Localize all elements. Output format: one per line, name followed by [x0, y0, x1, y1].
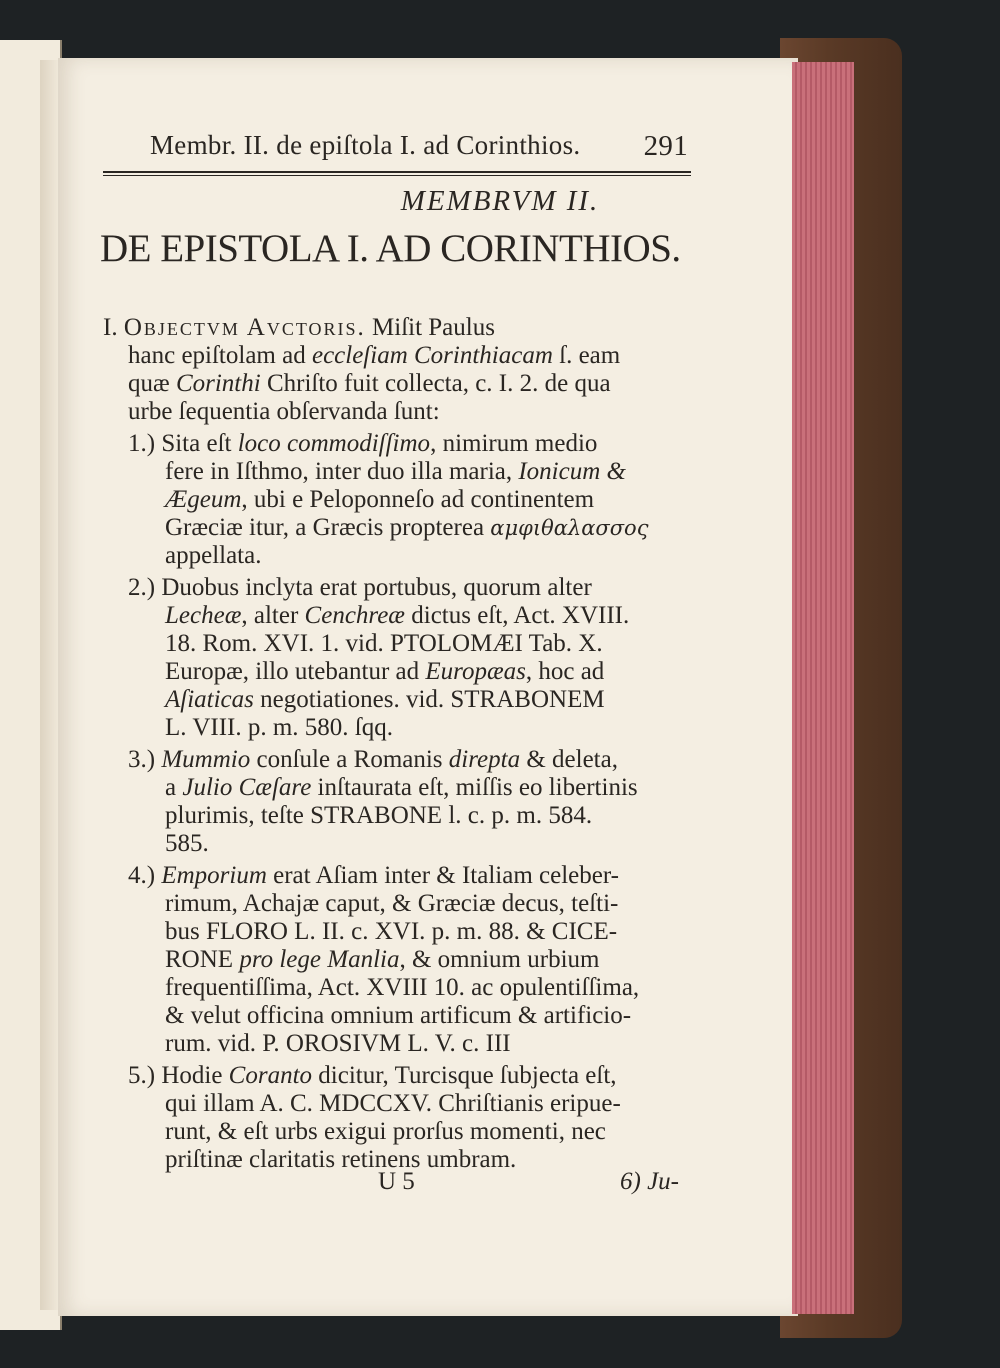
text-line: fere in Iſthmo, inter duo illa maria, Ionicum &	[165, 458, 626, 485]
running-head	[150, 130, 690, 170]
text-line: 4.) Emporium erat Aſiam inter & Italiam celeber-	[128, 862, 620, 889]
text-line: quæ Corinthi Chriſto fuit collecta, c. I. 2. de qua	[128, 370, 611, 397]
text-line: rimum, Achajæ caput, & Græciæ decus, teſti-	[165, 890, 619, 917]
text-line: 1.) Sita eſt loco commodiſſimo, nimirum medio	[128, 430, 598, 457]
text-line: 3.) Mummio conſule a Romanis direpta & deleta,	[128, 746, 618, 773]
page-edges-red	[792, 62, 854, 1314]
catchword: 6) Ju-	[620, 1168, 679, 1195]
text-line: 5.) Hodie Coranto dicitur, Turcisque ſubjecta eſt,	[128, 1062, 617, 1089]
text-line: priſtinæ claritatis retinens umbram.	[165, 1146, 517, 1173]
text-line: 18. Rom. XVI. 1. vid. PTOLOMÆI Tab. X.	[165, 630, 603, 657]
text-line: appellata.	[165, 542, 262, 569]
membrum-heading: MEMBRVM II.	[400, 185, 600, 217]
text-line: urbe ſequentia obſervanda ſunt:	[128, 398, 440, 425]
page-number: 291	[643, 130, 688, 162]
text-line: Europæ, illo utebantur ad Europæas, hoc ad	[165, 658, 605, 685]
text-line: plurimis, teſte STRABONE l. c. p. m. 584.	[165, 802, 593, 829]
text-line: Græciæ itur, a Græcis propterea αμφιθαλασσος	[165, 514, 649, 541]
text-line: rum. vid. P. OROSIVM L. V. c. III	[165, 1030, 511, 1057]
text-line: Aſiaticas negotiationes. vid. STRABONEM	[165, 686, 605, 713]
text-line: qui illam A. C. MDCCXV. Chriſtianis eripue-	[165, 1090, 621, 1117]
text-line: bus FLORO L. II. c. XVI. p. m. 88. & CICE-	[165, 918, 618, 945]
text-line: & velut officina omnium artificum & artificio-	[165, 1002, 632, 1029]
running-head-title: Membr. II. de epiſtola I. ad Corinthios.	[150, 130, 581, 160]
text-line: frequentiſſima, Act. XVIII 10. ac opulentiſſima,	[165, 974, 640, 1001]
text-line: 585.	[165, 830, 209, 857]
text-line: 2.) Duobus inclyta erat portubus, quorum alter	[128, 574, 592, 601]
text-line: L. VIII. p. m. 580. ſqq.	[165, 714, 393, 741]
header-rule	[103, 171, 691, 176]
signature-mark: U 5	[378, 1168, 415, 1195]
text-line: RONE pro lege Manlia, & omnium urbium	[165, 946, 600, 973]
text-line: hanc epiſtolam ad eccleſiam Corinthiacam ſ. eam	[128, 342, 621, 369]
text-line: Ægeum, ubi e Peloponneſo ad continentem	[165, 486, 595, 513]
text-line: a Julio Cæſare inſtaurata eſt, miſſis eo libertinis	[165, 774, 638, 801]
section-title: DE EPISTOLA I. AD CORINTHIOS.	[100, 227, 681, 270]
text-line: Lecheæ, alter Cenchreæ dictus eſt, Act. XVIII.	[165, 602, 630, 629]
text-line: runt, & eſt urbs exigui prorſus momenti, nec	[165, 1118, 606, 1145]
text-line: I. Objectvm Avctoris. Miſit Paulus	[103, 314, 495, 341]
